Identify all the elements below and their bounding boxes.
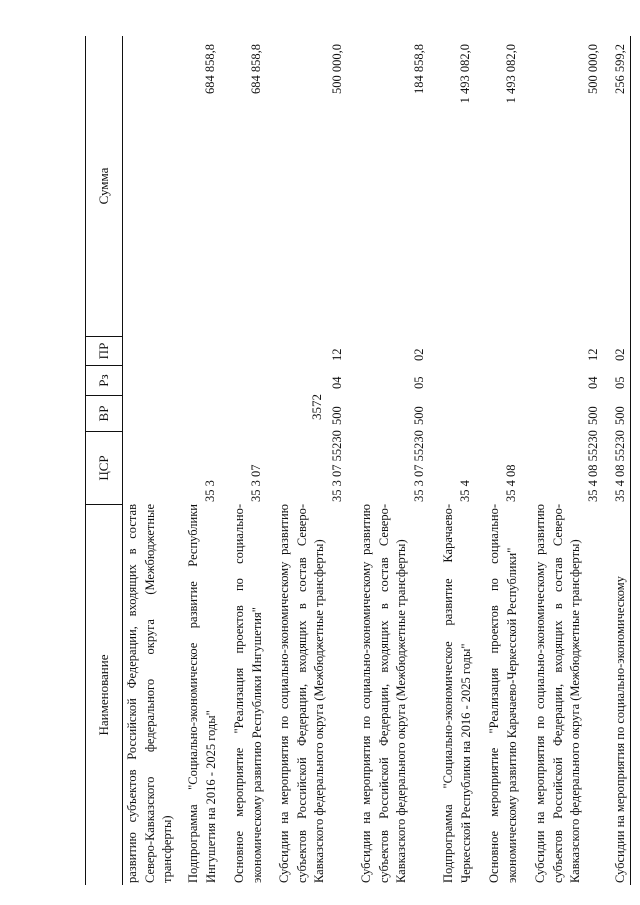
row-rz: 04: [586, 376, 600, 389]
row-sum: 1 493 082,0: [504, 44, 518, 104]
table-row: [276, 36, 348, 885]
table-row: [124, 36, 178, 885]
budget-table-container: [85, 36, 631, 885]
row-sum: 184 858,8: [412, 44, 426, 94]
row-name: Подпрограмма "Социально-экономическое развитие Карачаево-Черкесской Республики на 2016 - 2025 годы": [441, 504, 473, 883]
row-pr: 02: [412, 348, 426, 361]
row-pr: 12: [330, 348, 344, 361]
row-sum: 684 858,8: [203, 44, 217, 94]
table-row: [612, 36, 631, 885]
header-code: ЦСР: [86, 431, 122, 504]
budget-table: [85, 36, 631, 885]
row-vr: 500: [412, 406, 426, 425]
row-code: 35 4: [458, 480, 472, 502]
row-name: Субсидии на мероприятия по социально-экономическому развитию субъектов Российской Федерации, входящих в состав Северо-Кавказского федерального округа (Межбюджетные трансферты): [533, 504, 582, 883]
row-name: Основное мероприятие "Реализация проектов по социально-экономическому развитию Республики Ингушетия": [232, 504, 264, 883]
row-sum: 684 858,8: [249, 44, 263, 94]
row-pr: 02: [613, 348, 627, 361]
row-name: развитию субъектов Российской Федерации, входящих в состав Северо-Кавказского федерального округа (Межбюджетные трансферты): [125, 504, 174, 883]
row-rz: 05: [412, 376, 426, 389]
table-header: [86, 36, 123, 885]
row-name: Подпрограмма "Социально-экономическое развитие Республики Ингушетия на 2016 - 2025 годы": [186, 504, 218, 883]
table-row: [440, 36, 476, 885]
header-sum: Сумма: [96, 167, 111, 205]
row-code: 35 3 07: [249, 464, 263, 502]
row-name: Субсидии на мероприятия по социально-экономическому развитию субъектов Российской Федерации, входящих в состав Северо-Кавказского федерального округа (Межбюджетные трансферты): [277, 504, 326, 883]
table-row: [231, 36, 267, 885]
header-rz: Рз: [86, 365, 122, 395]
row-vr: 500: [330, 406, 344, 425]
table-row: [185, 36, 221, 885]
row-code: 35 3: [203, 480, 217, 502]
row-sum: 1 493 082,0: [458, 44, 472, 104]
row-code: 35 4 08: [504, 464, 518, 502]
row-sum: 500 000,0: [586, 44, 600, 94]
row-name: Субсидии на мероприятия по социально-экономическому: [613, 576, 627, 883]
header-name: Наименование: [86, 504, 122, 885]
row-code: 35 3 07 55230: [412, 430, 426, 502]
table-row: [358, 36, 430, 885]
header-pr: ПР: [86, 336, 122, 365]
row-code: 35 4 08 55230: [586, 430, 600, 502]
row-code: 35 3 07 55230: [330, 430, 344, 502]
header-vr: ВР: [86, 395, 122, 431]
table-row: [532, 36, 604, 885]
row-rz: 04: [330, 376, 344, 389]
row-sum: 256 599,2: [613, 44, 627, 94]
row-vr: 500: [586, 406, 600, 425]
row-vr: 500: [613, 406, 627, 425]
row-pr: 12: [586, 348, 600, 361]
row-name: Основное мероприятие "Реализация проектов по социально-экономическому развитию Карачаево-Черкесской Республики": [487, 504, 519, 883]
page-number: 3572: [309, 394, 324, 420]
row-name: Субсидии на мероприятия по социально-экономическому развитию субъектов Российской Федерации, входящих в состав Северо-Кавказского федерального округа (Межбюджетные трансферты): [359, 504, 408, 883]
row-sum: 500 000,0: [330, 44, 344, 94]
table-row: [486, 36, 522, 885]
row-code: 35 4 08 55230: [613, 430, 627, 502]
row-rz: 05: [613, 376, 627, 389]
